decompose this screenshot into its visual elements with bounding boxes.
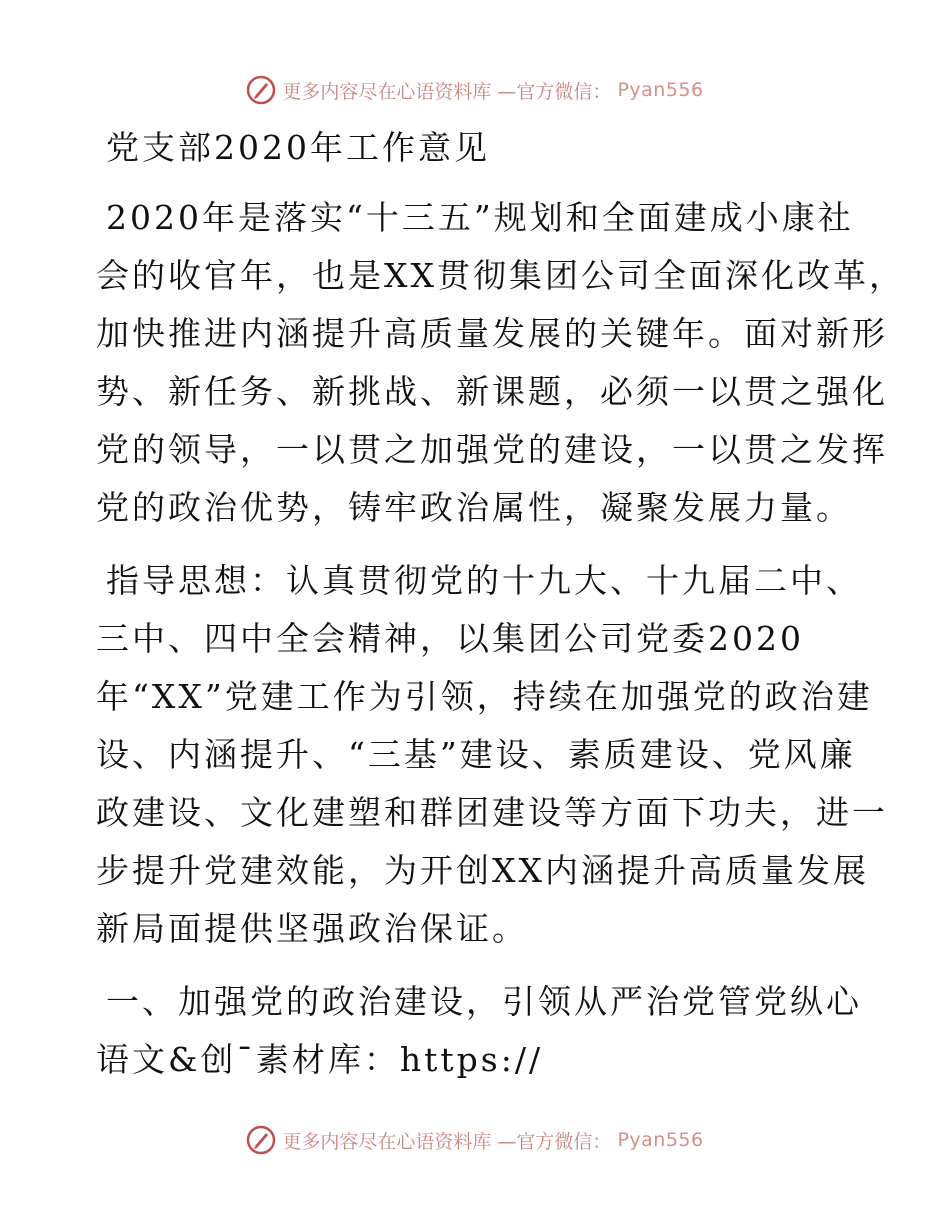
paragraph-intro xyxy=(96,189,905,537)
paragraph-line: 指导思想：认真贯彻党的十九大、十九届二中、 xyxy=(106,561,862,600)
document-body xyxy=(96,120,905,1104)
paragraph-guiding-ideology xyxy=(96,552,888,958)
paragraph-line: 会的收官年，也是XX贯彻集团公司全面深化改革， xyxy=(96,256,905,295)
watermark-text-main: 更多内容尽在心语资料库 xyxy=(282,1130,492,1153)
paragraph-line: 2020年是落实“十三五”规划和全面建成小康社 xyxy=(106,198,854,237)
document-title: 党支部2020年工作意见 xyxy=(106,128,490,167)
paragraph-line: 一、加强党的政治建设，引领从严治党管党纵心 xyxy=(106,982,862,1021)
paragraph-line: 语文&创¯素材库：https:// xyxy=(96,1040,544,1079)
paragraph-line: 年“XX”党建工作为引领，持续在加强党的政治建 xyxy=(96,677,873,716)
watermark-text-main: 更多内容尽在心语资料库 xyxy=(282,80,492,103)
watermark-text-separator: —官方微信： xyxy=(497,80,612,103)
paragraph-line: 政建设、文化建塑和群团建设等方面下功夫，进一 xyxy=(96,793,888,832)
watermark-header xyxy=(0,70,950,110)
paragraph-line: 党的领导，一以贯之加强党的建设，一以贯之发挥 xyxy=(96,430,888,469)
paragraph-line: 设、内涵提升、“三基”建设、素质建设、党风廉 xyxy=(96,735,856,774)
watermark-footer xyxy=(0,1120,950,1160)
watermark-text-separator: —官方微信： xyxy=(497,1130,612,1153)
watermark-text-id: Pyan556 xyxy=(617,79,704,101)
quill-pen-logo-icon xyxy=(246,1125,276,1155)
paragraph-line: 三中、四中全会精神，以集团公司党委2020 xyxy=(96,619,804,658)
paragraph-line: 新局面提供坚强政治保证。 xyxy=(96,909,528,948)
paragraph-line: 势、新任务、新挑战、新课题，必须一以贯之强化 xyxy=(96,372,888,411)
quill-pen-logo-icon xyxy=(246,75,276,105)
paragraph-section-one xyxy=(96,973,862,1089)
paragraph-line: 加快推进内涵提升高质量发展的关键年。面对新形 xyxy=(96,314,888,353)
paragraph-line: 步提升党建效能，为开创XX内涵提升高质量发展 xyxy=(96,851,869,890)
paragraph-line: 党的政治优势，铸牢政治属性，凝聚发展力量。 xyxy=(96,488,852,527)
watermark-text-id: Pyan556 xyxy=(617,1129,704,1151)
